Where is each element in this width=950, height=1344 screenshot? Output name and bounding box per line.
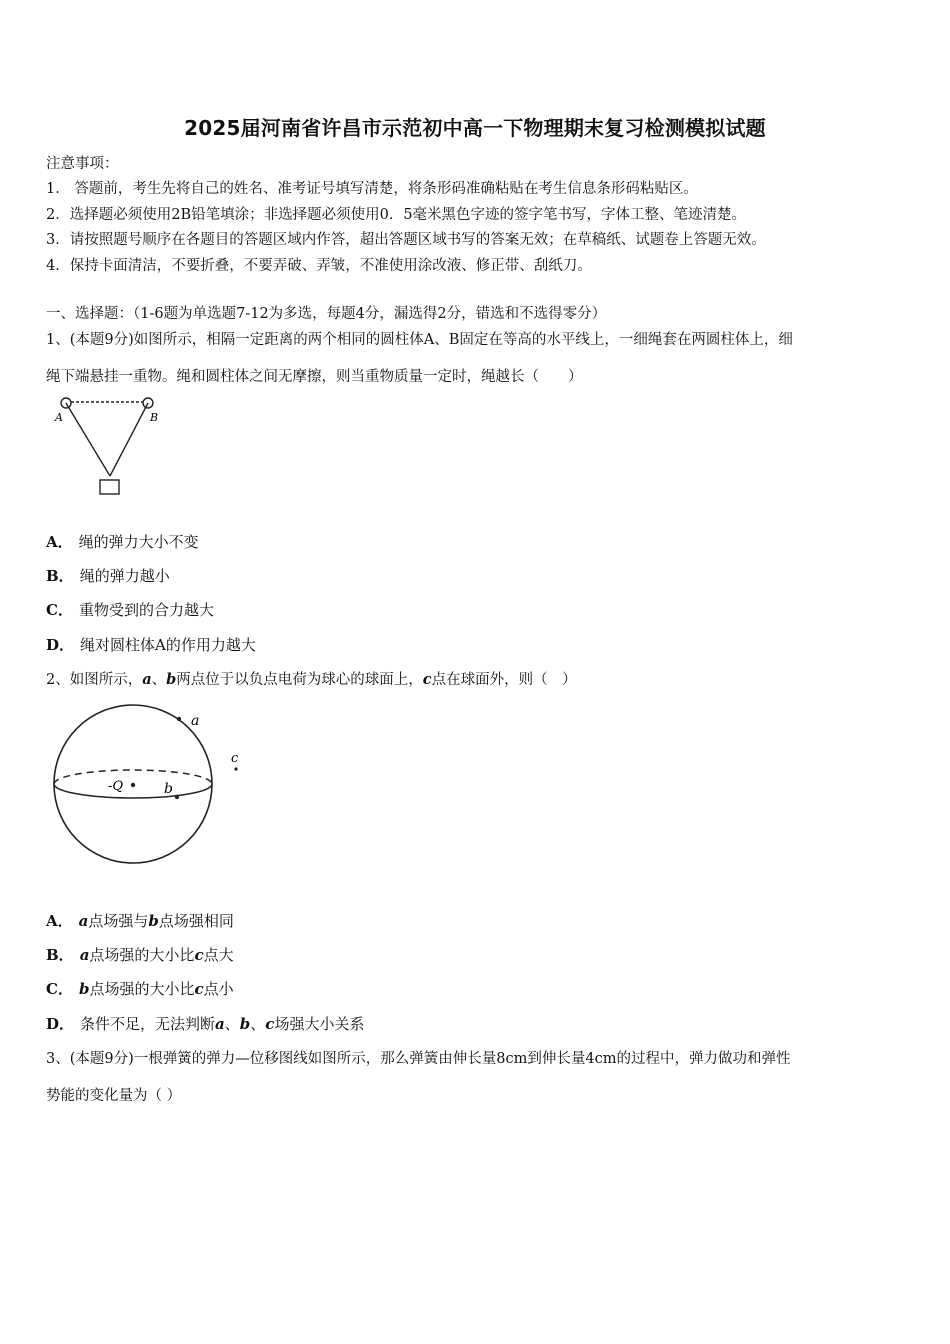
rope-left	[66, 403, 110, 476]
point-a	[177, 717, 181, 721]
rope-right	[110, 403, 148, 476]
q1-stem-line1: 1、(本题9分)如图所示，相隔一定距离的两个相同的圆柱体A、B固定在等高的水平线上，一细绳套在两圆柱体上，细	[46, 332, 793, 348]
notice-item: 3．请按照题号顺序在各题目的答题区域内作答，超出答题区域书写的答案无效；在草稿纸、试题卷上答题无效。	[46, 232, 766, 248]
notice-item: 1． 答题前，考生先将自己的姓名、准考证号填写清楚，将条形码准确粘贴在考生信息条形码粘贴区。	[46, 181, 698, 197]
q1-option-b[interactable]: B． 绳的弹力越小	[46, 567, 170, 585]
q2-stem: 2、如图所示，a、b两点位于以负点电荷为球心的球面上，c点在球面外，则（ ）	[46, 671, 577, 688]
point-b	[175, 795, 179, 799]
q1-stem-line2: 绳下端悬挂一重物。绳和圆柱体之间无摩擦，则当重物质量一定时，绳越长（ ）	[46, 369, 583, 385]
label-b: b	[164, 781, 173, 797]
q2-option-c[interactable]: C． b点场强的大小比c点小	[46, 980, 234, 998]
notice-heading: 注意事项：	[46, 156, 119, 172]
q2-option-b[interactable]: B． a点场强的大小比c点大	[46, 946, 234, 964]
label-c: c	[231, 751, 239, 766]
page-title: 2025届河南省许昌市示范初中高一下物理期末复习检测模拟试题	[184, 116, 766, 140]
label-a: A	[55, 411, 63, 424]
label-q: -Q	[108, 779, 124, 794]
q3-stem-line2: 势能的变化量为（ ）	[46, 1088, 182, 1104]
sphere-equator-back	[54, 770, 212, 784]
q1-option-a[interactable]: A． 绳的弹力大小不变	[46, 533, 199, 551]
q2-figure-sphere	[48, 700, 258, 870]
notice-item: 2．选择题必须使用2B铅笔填涂；非选择题必须使用0．5毫米黑色字迹的签字笔书写，字体工整、笔迹清楚。	[46, 207, 747, 223]
q3-stem-line1: 3、(本题9分)一根弹簧的弹力—位移图线如图所示，那么弹簧由伸长量8cm到伸长量4cm的过程中，弹力做功和弹性	[46, 1051, 791, 1067]
weight-block	[100, 480, 119, 494]
label-b: B	[150, 411, 159, 424]
label-a: a	[191, 713, 200, 729]
point-c	[234, 767, 237, 770]
q2-option-d[interactable]: D． 条件不足，无法判断a、b、c场强大小关系	[46, 1015, 365, 1033]
q1-option-d[interactable]: D． 绳对圆柱体A的作用力越大	[46, 636, 256, 654]
point-q	[131, 783, 135, 787]
q2-option-a[interactable]: A． a点场强与b点场强相同	[46, 912, 234, 930]
section-heading: 一、选择题：（1-6题为单选题7-12为多选，每题4分，漏选得2分，错选和不选得零分）	[46, 306, 607, 322]
q1-option-c[interactable]: C． 重物受到的合力越大	[46, 601, 214, 619]
notice-item: 4．保持卡面清洁，不要折叠，不要弄破、弄皱，不准使用涂改液、修正带、刮纸刀。	[46, 258, 592, 274]
q1-figure-cylinders-rope	[52, 394, 162, 499]
